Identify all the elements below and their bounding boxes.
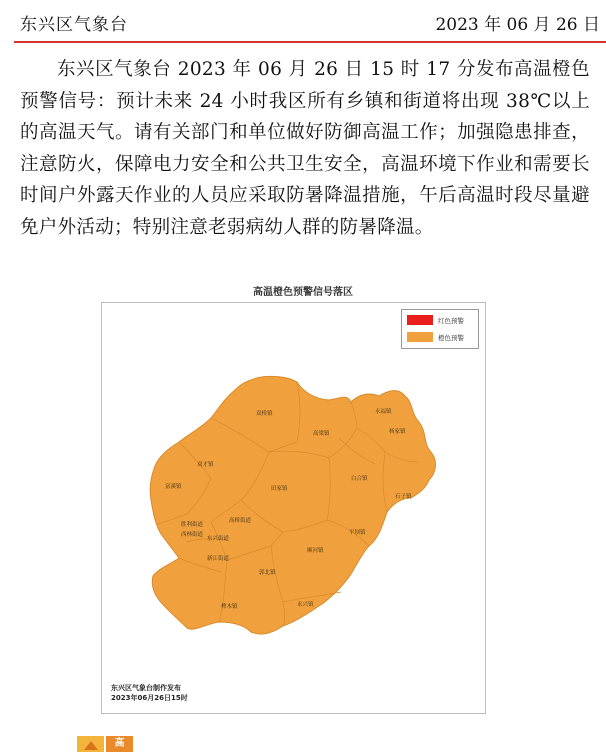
- legend-label: 橙色预警: [438, 333, 464, 342]
- map-credit: [111, 683, 188, 703]
- district-region-shape: [150, 376, 435, 634]
- map-title: 高温橙色预警信号落区: [253, 287, 353, 298]
- legend-label: 红色预警: [438, 316, 464, 325]
- legend-swatch-red: [407, 315, 433, 325]
- badge-label: 高: [106, 736, 133, 752]
- town-label: 永福镇: [375, 409, 392, 415]
- credit-time: 2023年06月26日15时: [111, 694, 188, 702]
- credit-issuer: 东兴区气象台制作发布: [111, 684, 181, 692]
- legend-swatch-orange: [407, 332, 433, 342]
- warning-notice-text: 东兴区气象台 2023 年 06 月 26 日 15 时 17 分发布高温橙色预警信号：预计未来 24 小时我区所有乡镇和街道将出现 38℃以上的高温天气。请有关部门和单位做好防御高温工作；加强隐患排查，注意防火，保障电力安全和公共卫生安全，高温环境下作业和需要长时间户外露天作业的人员应采取防暑降温措施，午后高温时段尽量避免户外活动；特别注意老弱病幼人群的防暑降温。: [20, 59, 590, 238]
- warning-area-map: [101, 302, 484, 712]
- town-label: 新江街道: [207, 556, 230, 562]
- map-legend: [401, 309, 479, 349]
- town-label: 顺河镇: [307, 548, 324, 554]
- town-label: 永兴镇: [297, 602, 314, 608]
- town-label: 富溪镇: [165, 484, 182, 490]
- issuer-name: 东兴区气象台: [20, 15, 128, 35]
- town-label: 白合镇: [351, 476, 368, 482]
- town-label: 平坝镇: [349, 530, 366, 536]
- town-label: 高梁镇: [313, 431, 330, 437]
- town-label: 郭北镇: [259, 570, 276, 576]
- town-label: 双才镇: [197, 462, 214, 468]
- page-header: [0, 0, 606, 44]
- town-label: 椑木镇: [221, 604, 238, 610]
- legend-item-red: [407, 314, 464, 326]
- town-label: 胜利街道: [181, 522, 204, 528]
- town-label: 杨家镇: [389, 429, 406, 435]
- town-label: 石子镇: [395, 494, 412, 500]
- header-divider: [14, 41, 606, 43]
- town-label: 田家镇: [271, 486, 288, 492]
- town-label: 高桥街道: [229, 518, 252, 524]
- town-label: 东兴街道: [207, 536, 230, 542]
- legend-item-orange: [407, 331, 464, 343]
- town-label: 双桥镇: [256, 411, 273, 417]
- town-label: 西林街道: [181, 532, 204, 538]
- issue-date: 2023 年 06 月 26 日: [435, 15, 600, 35]
